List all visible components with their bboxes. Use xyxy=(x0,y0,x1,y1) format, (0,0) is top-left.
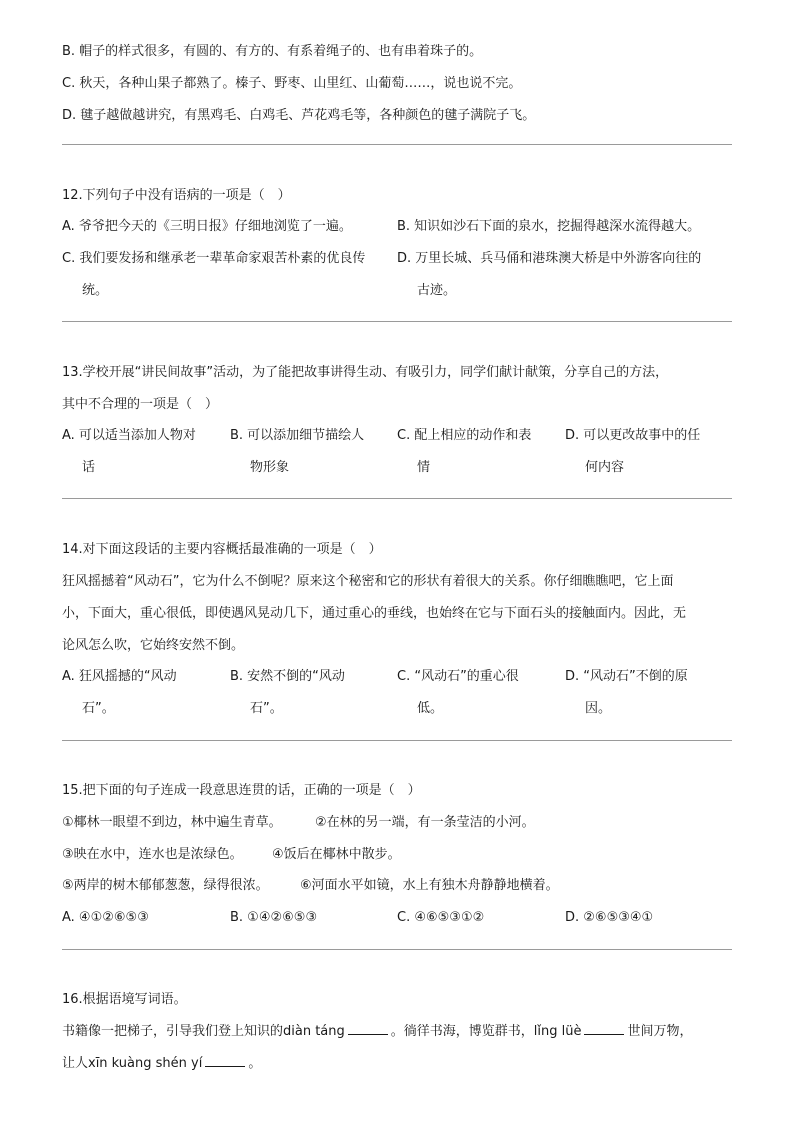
q13-stem-cont: 其中不合理的一项是（ ） xyxy=(62,397,219,412)
q14-option-d[interactable]: D. “风动石”不倒的原 xyxy=(565,669,688,684)
q14-option-b-cont: 石”。 xyxy=(250,701,283,716)
q16-text-4: 让人xīn kuàng shén yí xyxy=(62,1056,203,1071)
q13-option-a-cont: 话 xyxy=(82,460,96,475)
q14-passage-line-1: 狂风摇撼着“风动石”，它为什么不倒呢？原来这个秘密和它的形状有着很大的关系。你仔细瞧瞧吧，它上面 xyxy=(62,574,674,589)
q12-option-d-cont: 古迹。 xyxy=(417,283,457,298)
q14-option-b[interactable]: B. 安然不倒的“风动 xyxy=(230,669,345,684)
q14-option-d-cont: 因。 xyxy=(585,701,612,716)
q16-text-5: 。 xyxy=(248,1056,262,1071)
q12-option-a[interactable]: A. 爷爷把今天的《三明日报》仔细地浏览了一遍。 xyxy=(62,219,352,234)
q11-option-b: B. 帽子的样式很多，有圆的、有方的、有系着绳子的、也有串着珠子的。 xyxy=(62,44,483,59)
q15-sentence-2: ②在林的另一端，有一条莹洁的小河。 xyxy=(315,815,535,830)
q13-option-c[interactable]: C. 配上相应的动作和表 xyxy=(397,428,532,443)
q15-option-d[interactable]: D. ②⑥⑤③④① xyxy=(565,910,654,925)
q13-option-d-cont: 何内容 xyxy=(585,460,625,475)
divider xyxy=(62,949,732,950)
q14-option-a[interactable]: A. 狂风摇撼的“风动 xyxy=(62,669,177,684)
divider xyxy=(62,498,732,499)
q16-line-1 xyxy=(62,1022,692,1042)
q12-option-c[interactable]: C. 我们要发扬和继承老一辈革命家艰苦朴素的优良传 xyxy=(62,251,366,266)
q11-option-d: D. 毽子越做越讲究，有黑鸡毛、白鸡毛、芦花鸡毛等，各种颜色的毽子满院子飞。 xyxy=(62,108,536,123)
q15-stem: 15.把下面的句子连成一段意思连贯的话，正确的一项是（ ） xyxy=(62,783,421,798)
q14-passage-line-2: 小，下面大，重心很低，即使遇风晃动几下，通过重心的垂线，也始终在它与下面石头的接触面内。因此，无 xyxy=(62,606,687,621)
answer-blank-xin-kuang-shen-yi[interactable] xyxy=(205,1054,245,1067)
q13-option-d[interactable]: D. 可以更改故事中的任 xyxy=(565,428,701,443)
q13-option-c-cont: 情 xyxy=(417,460,431,475)
q15-sentence-1: ①椰林一眼望不到边，林中遍生青草。 xyxy=(62,815,282,830)
answer-blank-dian-tang[interactable] xyxy=(348,1022,388,1035)
q13-option-a[interactable]: A. 可以适当添加人物对 xyxy=(62,428,196,443)
q12-option-c-cont: 统。 xyxy=(82,283,109,298)
q15-sentence-3: ③映在水中，连水也是浓绿色。 xyxy=(62,847,243,862)
q13-stem: 13.学校开展“讲民间故事”活动，为了能把故事讲得生动、有吸引力，同学们献计献策，分享自己的方法， xyxy=(62,365,669,380)
divider xyxy=(62,144,732,145)
q15-sentence-5: ⑤两岸的树木郁郁葱葱，绿得很浓。 xyxy=(62,878,269,893)
q16-stem: 16.根据语境写词语。 xyxy=(62,992,187,1007)
divider xyxy=(62,740,732,741)
q12-stem: 12.下列句子中没有语病的一项是（ ） xyxy=(62,188,291,203)
q15-sentence-6: ⑥河面水平如镜，水上有独木舟静静地横着。 xyxy=(300,878,559,893)
answer-blank-ling-lue[interactable] xyxy=(584,1022,624,1035)
q13-option-b[interactable]: B. 可以添加细节描绘人 xyxy=(230,428,365,443)
q16-text-3: 世间万物， xyxy=(627,1024,693,1039)
divider xyxy=(62,321,732,322)
q14-option-c-cont: 低。 xyxy=(417,701,444,716)
q15-option-c[interactable]: C. ④⑥⑤③①② xyxy=(397,910,485,925)
q16-line-2 xyxy=(62,1054,261,1074)
q13-option-b-cont: 物形象 xyxy=(250,460,290,475)
q12-option-d[interactable]: D. 万里长城、兵马俑和港珠澳大桥是中外游客向往的 xyxy=(397,251,702,266)
q14-stem: 14.对下面这段话的主要内容概括最准确的一项是（ ） xyxy=(62,542,382,557)
q11-option-c: C. 秋天，各种山果子都熟了。榛子、野枣、山里红、山葡萄……，说也说不完。 xyxy=(62,76,522,91)
q12-option-b[interactable]: B. 知识如沙石下面的泉水，挖掘得越深水流得越大。 xyxy=(397,219,701,234)
q14-option-c[interactable]: C. “风动石”的重心很 xyxy=(397,669,519,684)
q15-option-a[interactable]: A. ④①②⑥⑤③ xyxy=(62,910,149,925)
q16-text-2: 。徜徉书海，博览群书，lǐng lüè xyxy=(390,1024,582,1039)
q14-option-a-cont: 石”。 xyxy=(82,701,115,716)
q14-passage-line-3: 论风怎么吹，它始终安然不倒。 xyxy=(62,638,245,653)
q15-option-b[interactable]: B. ①④②⑥⑤③ xyxy=(230,910,318,925)
q15-sentence-4: ④饭后在椰林中散步。 xyxy=(272,847,401,862)
q16-text-1: 书籍像一把梯子，引导我们登上知识的diàn táng xyxy=(62,1024,345,1039)
